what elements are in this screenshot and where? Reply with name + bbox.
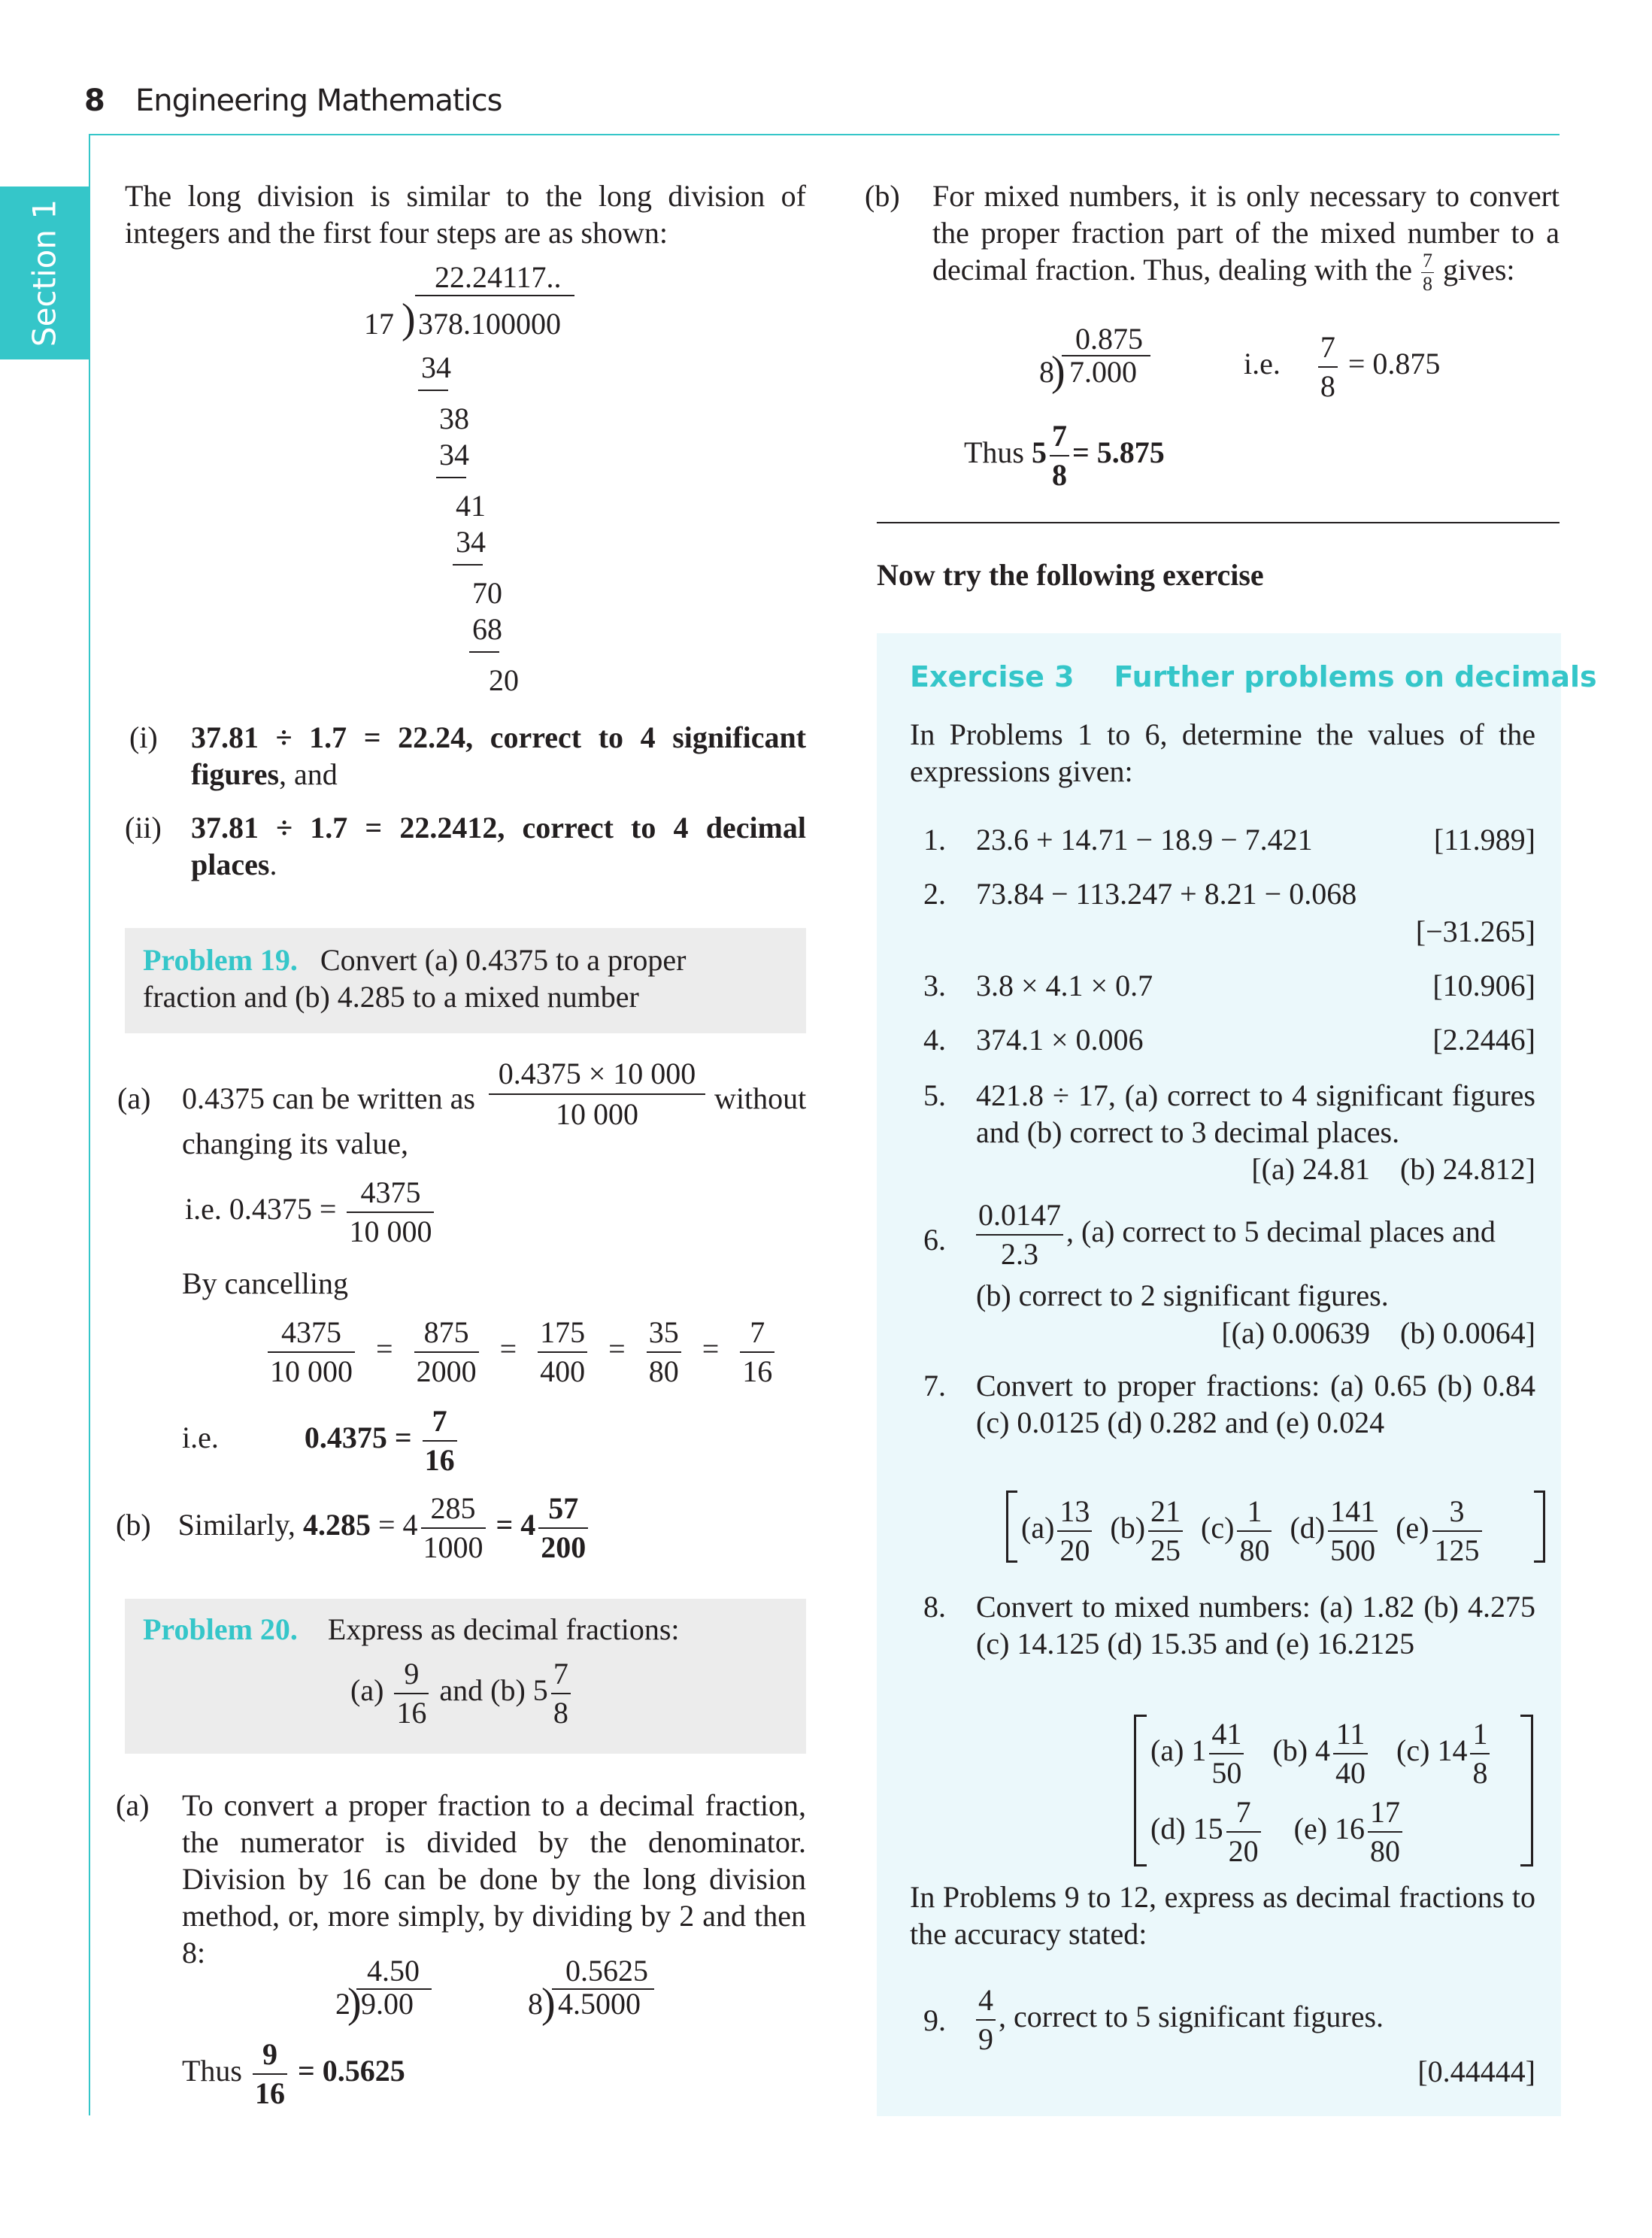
p19a-frac-num: 0.4375 × 10 000 [498, 1057, 696, 1090]
frac-num: 11 [1335, 1717, 1366, 1751]
result-i-label: (i) [129, 720, 158, 754]
p20b-end: gives: [1442, 253, 1515, 287]
div1-bracket: ) [347, 1980, 362, 2027]
div3-quotient: 0.875 [1075, 322, 1143, 356]
ans-frac [1432, 1494, 1482, 1567]
ld-step: 68 [472, 612, 502, 646]
ans-frac [1237, 1494, 1272, 1567]
ex-item-2-answer: [−31.265] [1415, 914, 1535, 948]
ex-item-7-bracket-left [1006, 1490, 1017, 1563]
ex-answer: [11.989] [1433, 823, 1535, 857]
p20b-text [932, 177, 1560, 294]
problem-20-frac-b [551, 1659, 571, 1728]
result-ii-mid: correct to 4 decimal [522, 811, 806, 845]
p20a-thus-word: Thus [182, 2054, 242, 2088]
p19a-final-frac [423, 1406, 457, 1475]
ans-frac [1148, 1494, 1183, 1567]
problem-20-text: Express as decimal fractions: [327, 1612, 680, 1646]
ld-rule [469, 651, 499, 653]
ex-num: 4. [923, 1023, 946, 1057]
ex-item-7-text: Convert to proper fractions: (a) 0.65 (b) 0.84 (c) 0.0125 (d) 0.282 and (e) 0.024 [976, 1369, 1535, 1439]
frac-num: 4375 [281, 1315, 341, 1349]
p20b-ie-result: = 0.875 [1347, 347, 1441, 381]
ex-item-6-text2: (b) correct to 2 significant figures. [976, 1278, 1389, 1312]
frac-den: 20 [1226, 1831, 1261, 1867]
ld-step: 70 [472, 576, 502, 610]
p19b-frac2 [538, 1491, 588, 1564]
problem-20-a: (a) [350, 1673, 384, 1708]
div3-dividend: 7.000 [1069, 355, 1137, 389]
frac-num: 0.0147 [978, 1198, 1061, 1232]
cancel-frac [414, 1315, 479, 1388]
p20b-thus-frac [1050, 421, 1069, 490]
problem-20-line2 [350, 1659, 574, 1728]
frac-num: 1 [1472, 1717, 1488, 1751]
frac-num: 7 [1422, 250, 1432, 272]
ans-label: (d) 15 [1150, 1812, 1223, 1846]
frac-num: 7 [1052, 419, 1067, 453]
p19a-text1: 0.4375 can be written as [182, 1081, 475, 1115]
frac-den: 40 [1333, 1753, 1368, 1788]
frac-den: 80 [1368, 1831, 1402, 1867]
frac-den: 9 [976, 2019, 996, 2055]
ld-step: 34 [456, 525, 486, 559]
ex-item-9-answer: [0.44444] [1417, 2055, 1535, 2088]
p19a-frac [489, 1059, 705, 1130]
equals: = [499, 1332, 517, 1366]
intro-paragraph: The long division is similar to the long division of integers and the first four steps are as shown: [125, 179, 806, 250]
ex-expr: 73.84 − 113.247 + 8.21 − 0.068 [976, 877, 1357, 911]
equals: = [376, 1332, 393, 1366]
p20b-ie-frac [1318, 332, 1338, 402]
ld-step: 38 [439, 402, 469, 435]
problem-19-label: Problem 19. [143, 943, 298, 977]
ld-vinculum [415, 295, 574, 296]
p19a-text3: changing its value, [182, 1127, 409, 1160]
ex-item-6-answer: [(a) 0.00639 (b) 0.0064] [1221, 1316, 1535, 1350]
frac-num: 141 [1330, 1494, 1376, 1528]
p19b [116, 1491, 591, 1564]
cancel-frac [740, 1315, 774, 1388]
p19a-label: (a) [117, 1081, 151, 1115]
p19b-lhs: 4.285 [302, 1508, 371, 1542]
ans-label: (d) [1290, 1511, 1326, 1545]
problem-20-line1 [143, 1611, 680, 1648]
ex-num: 1. [923, 823, 946, 857]
frac-den: 8 [1422, 273, 1432, 296]
p20b-thus-whole: 5 [1032, 435, 1047, 470]
ans-frac [1226, 1797, 1261, 1867]
ex-answer: [10.906] [1432, 969, 1535, 1002]
ld-step: 34 [421, 350, 451, 384]
exercise-intro-2: In Problems 9 to 12, express as decimal fractions to the accuracy stated: [910, 1880, 1535, 1951]
frac-den: 25 [1148, 1530, 1183, 1566]
ans-frac [1333, 1719, 1368, 1788]
cancel-chain [265, 1315, 778, 1388]
problem-19-line2: fraction and (b) 4.285 to a mixed number [143, 980, 639, 1014]
exercise-heading: Exercise 3 Further problems on decimals [910, 660, 1597, 693]
problem-19-box [125, 928, 806, 1033]
frac-num: 35 [648, 1315, 679, 1349]
div3-bracket: ) [1051, 348, 1065, 395]
ex-item-9-frac [976, 1985, 996, 2055]
frac-num: 41 [1211, 1717, 1242, 1751]
ans-label: (a) [1021, 1511, 1055, 1545]
cancel-frac [538, 1315, 587, 1388]
frac-den: 125 [1432, 1530, 1482, 1566]
ex-item-9-text: , correct to 5 significant figures. [999, 2000, 1384, 2034]
problem-19-line1 [143, 942, 686, 978]
p19a-final-label: i.e. [182, 1421, 219, 1455]
result-ii-end: . [269, 848, 277, 881]
div2-divisor: 8 [528, 1987, 543, 2021]
frac-den: 50 [1209, 1753, 1244, 1788]
ex-answer: [2.2446] [1432, 1023, 1535, 1057]
frac-num: 7 [750, 1315, 765, 1349]
ex-item-6-num: 6. [923, 1223, 946, 1257]
p20a-label: (a) [116, 1788, 150, 1822]
frac-num: 7 [553, 1657, 568, 1691]
ex-item-6-line1 [976, 1200, 1496, 1269]
ex-item-2 [923, 875, 1535, 912]
ex-item-8-answers-row2 [1150, 1797, 1405, 1867]
p19b-text: Similarly, [177, 1508, 296, 1542]
frac-den: 1000 [421, 1527, 486, 1563]
equals: = [608, 1332, 626, 1366]
ex-num: 3. [923, 969, 946, 1002]
ex-expr: 374.1 × 0.006 [976, 1023, 1144, 1057]
frac-den: 16 [740, 1351, 774, 1387]
frac-den: 8 [1318, 366, 1338, 402]
div1-quotient: 4.50 [367, 1954, 420, 1988]
ex-item-3 [923, 967, 1535, 1004]
exercise-intro-1: In Problems 1 to 6, determine the values of the expressions given: [910, 717, 1535, 788]
ex-item-7-num: 7. [923, 1369, 946, 1403]
frac-den: 400 [538, 1351, 587, 1387]
ld-quotient: 22.24117.. [435, 260, 562, 294]
margin-rule [89, 134, 90, 2115]
frac-num: 17 [1370, 1795, 1401, 1829]
frac-den: 80 [647, 1351, 681, 1387]
p19a-ie-frac [347, 1175, 434, 1248]
frac-num: 875 [423, 1315, 469, 1349]
ex-item-1 [923, 821, 1535, 858]
result-i-expr: 37.81 ÷ 1.7 = 22.24, [191, 720, 474, 754]
result-ii-label: (ii) [125, 811, 162, 845]
ex-item-7-answers [1021, 1494, 1485, 1567]
p20a-frac [253, 2039, 287, 2109]
ld-rule [453, 564, 483, 566]
ld-step: 34 [439, 438, 469, 472]
p19a-ie [185, 1175, 437, 1248]
ans-label: (c) [1201, 1511, 1235, 1545]
ex-item-7-bracket-right [1534, 1490, 1545, 1563]
ld-dividend: 378.100000 [418, 307, 561, 341]
ex-item-8-num: 8. [923, 1590, 946, 1624]
now-try-heading: Now try the following exercise [877, 558, 1264, 592]
ld-bracket: ) [402, 296, 416, 342]
result-ii-tail: places [191, 848, 270, 881]
equals: = [702, 1332, 720, 1366]
problem-20-label: Problem 20. [143, 1612, 298, 1646]
ex-item-8-bracket-left [1134, 1715, 1147, 1867]
ex-item-4 [923, 1021, 1535, 1058]
frac-den: 8 [1470, 1753, 1490, 1788]
result-i-tail: figures [191, 757, 280, 791]
frac-den: 16 [253, 2073, 287, 2109]
result-i-end: , and [279, 757, 338, 791]
frac-den: 8 [1050, 455, 1069, 490]
section-divider [877, 522, 1560, 523]
ex-item-8-bracket-right [1520, 1715, 1533, 1867]
frac-num: 21 [1150, 1494, 1181, 1528]
header-rule [89, 134, 1560, 135]
ans-frac [1057, 1494, 1092, 1567]
result-ii [191, 809, 806, 883]
cancel-frac [268, 1315, 355, 1388]
ex-expr: 3.8 × 4.1 × 0.7 [976, 969, 1153, 1002]
ex-item-5-num: 5. [923, 1078, 946, 1112]
p19b-eq1: = 4 [377, 1508, 418, 1542]
frac-num: 7 [1320, 330, 1335, 364]
p20a-result: = 0.5625 [298, 2054, 405, 2088]
frac-den: 200 [538, 1527, 588, 1563]
ans-label: (c) 14 [1396, 1733, 1468, 1768]
p20b-thus-result: = 5.875 [1072, 435, 1165, 470]
ld-rule [418, 390, 448, 391]
frac-den: 10 000 [268, 1351, 355, 1387]
page-number: 8 [84, 83, 105, 118]
p19a-final-lhs: 0.4375 = [304, 1421, 412, 1455]
frac-den: 16 [423, 1440, 457, 1475]
running-title: Engineering Mathematics [135, 83, 502, 118]
p20b-ie [1244, 332, 1440, 402]
frac-num: 3 [1449, 1494, 1465, 1528]
div2-dividend: 4.5000 [558, 1987, 641, 2021]
ans-label: (e) 16 [1293, 1812, 1366, 1846]
problem-20-frac-a [394, 1659, 429, 1728]
result-i [191, 719, 806, 793]
ans-frac [1328, 1494, 1378, 1567]
div2-bracket: ) [541, 1980, 556, 2027]
frac-num: 285 [430, 1491, 476, 1525]
ex-item-8-answers-row1 [1150, 1719, 1493, 1788]
frac-num: 7 [432, 1404, 447, 1438]
ld-step: 41 [456, 489, 486, 523]
frac-num: 9 [404, 1657, 420, 1691]
ans-frac [1470, 1719, 1490, 1788]
p20b-body: For mixed numbers, it is only necessary to convert the proper fraction part of the mixed number to a decimal fraction. Thus, dealing with the [932, 179, 1560, 287]
cancel-label: By cancelling [182, 1266, 349, 1300]
p20b-thus [964, 421, 1165, 490]
p19a-final [182, 1406, 460, 1475]
ans-label: (b) 4 [1272, 1733, 1331, 1768]
p19a-frac-den: 10 000 [489, 1093, 705, 1130]
ex-num: 2. [923, 877, 946, 911]
ld-step: 20 [489, 663, 519, 697]
ex-item-9-line [976, 1985, 1384, 2055]
ld-rule [436, 477, 466, 478]
ex-item-5-text: 421.8 ÷ 17, (a) correct to 4 significant figures and (b) correct to 3 decimal places. [976, 1078, 1535, 1149]
frac-num: 7 [1235, 1795, 1251, 1829]
frac-num: 57 [548, 1491, 579, 1525]
ans-frac [1209, 1719, 1244, 1788]
p20b-inline-frac [1421, 251, 1434, 294]
p19b-frac1 [421, 1491, 486, 1564]
cancel-frac [647, 1315, 681, 1388]
p20b-ie-word: i.e. [1244, 347, 1281, 381]
p20b-label: (b) [865, 179, 900, 213]
frac-den: 16 [394, 1693, 429, 1728]
section-tab-label: Section 1 [26, 199, 63, 347]
frac-den: 2.3 [976, 1234, 1063, 1269]
ans-label: (a) 1 [1150, 1733, 1207, 1768]
frac-den: 80 [1237, 1530, 1272, 1566]
frac-num: 13 [1059, 1494, 1090, 1528]
div3-divisor: 8 [1039, 355, 1054, 389]
frac-den: 10 000 [347, 1211, 434, 1247]
ans-label: (e) [1396, 1511, 1429, 1545]
frac-den: 2000 [414, 1351, 479, 1387]
p19b-label: (b) [116, 1508, 151, 1542]
frac-num: 4 [978, 1983, 993, 2017]
ans-frac [1368, 1797, 1402, 1867]
frac-num: 175 [540, 1315, 586, 1349]
div2-quotient: 0.5625 [565, 1954, 648, 1988]
ex-expr: 23.6 + 14.71 − 18.9 − 7.421 [976, 823, 1313, 857]
frac-den: 500 [1328, 1530, 1378, 1566]
frac-num: 4375 [360, 1175, 421, 1209]
div1-divisor: 2 [335, 1987, 350, 2021]
p19a-ie-text: i.e. 0.4375 = [185, 1192, 337, 1227]
ld-divisor: 17 [364, 307, 394, 341]
frac-den: 8 [551, 1693, 571, 1728]
ex-item-6-frac [976, 1200, 1063, 1269]
problem-20-mid: and (b) 5 [439, 1673, 548, 1708]
ex-item-5-answer: [(a) 24.81 (b) 24.812] [1251, 1152, 1535, 1186]
p20a-text: To convert a proper fraction to a decimal fraction, the numerator is divided by the denominator. Division by 16 can be done by the long division method, or, more simply, by dividing by 2 and then 8: [182, 1788, 806, 1970]
ex-item-6-text1: , (a) correct to 5 decimal places and [1066, 1215, 1496, 1249]
p19b-eq2: = 4 [496, 1508, 536, 1542]
result-i-mid: correct to 4 significant [490, 720, 807, 754]
ex-item-9-num: 9. [923, 2003, 946, 2037]
result-ii-expr: 37.81 ÷ 1.7 = 22.2412, [191, 811, 505, 845]
ex-item-8-text: Convert to mixed numbers: (a) 1.82 (b) 4.275 (c) 14.125 (d) 15.35 and (e) 16.2125 [976, 1590, 1535, 1660]
p20a-thus [182, 2039, 405, 2109]
ans-label: (b) [1110, 1511, 1146, 1545]
problem-19-text: Convert (a) 0.4375 to a proper [320, 943, 687, 977]
frac-num: 9 [262, 2037, 277, 2071]
p20b-thus-word: Thus [964, 435, 1024, 470]
section-tab [0, 186, 89, 359]
p19a-text2: without [714, 1081, 807, 1115]
div1-dividend: 9.00 [361, 1987, 414, 2021]
frac-num: 1 [1247, 1494, 1262, 1528]
frac-den: 20 [1057, 1530, 1092, 1566]
problem-20-box [125, 1599, 806, 1754]
